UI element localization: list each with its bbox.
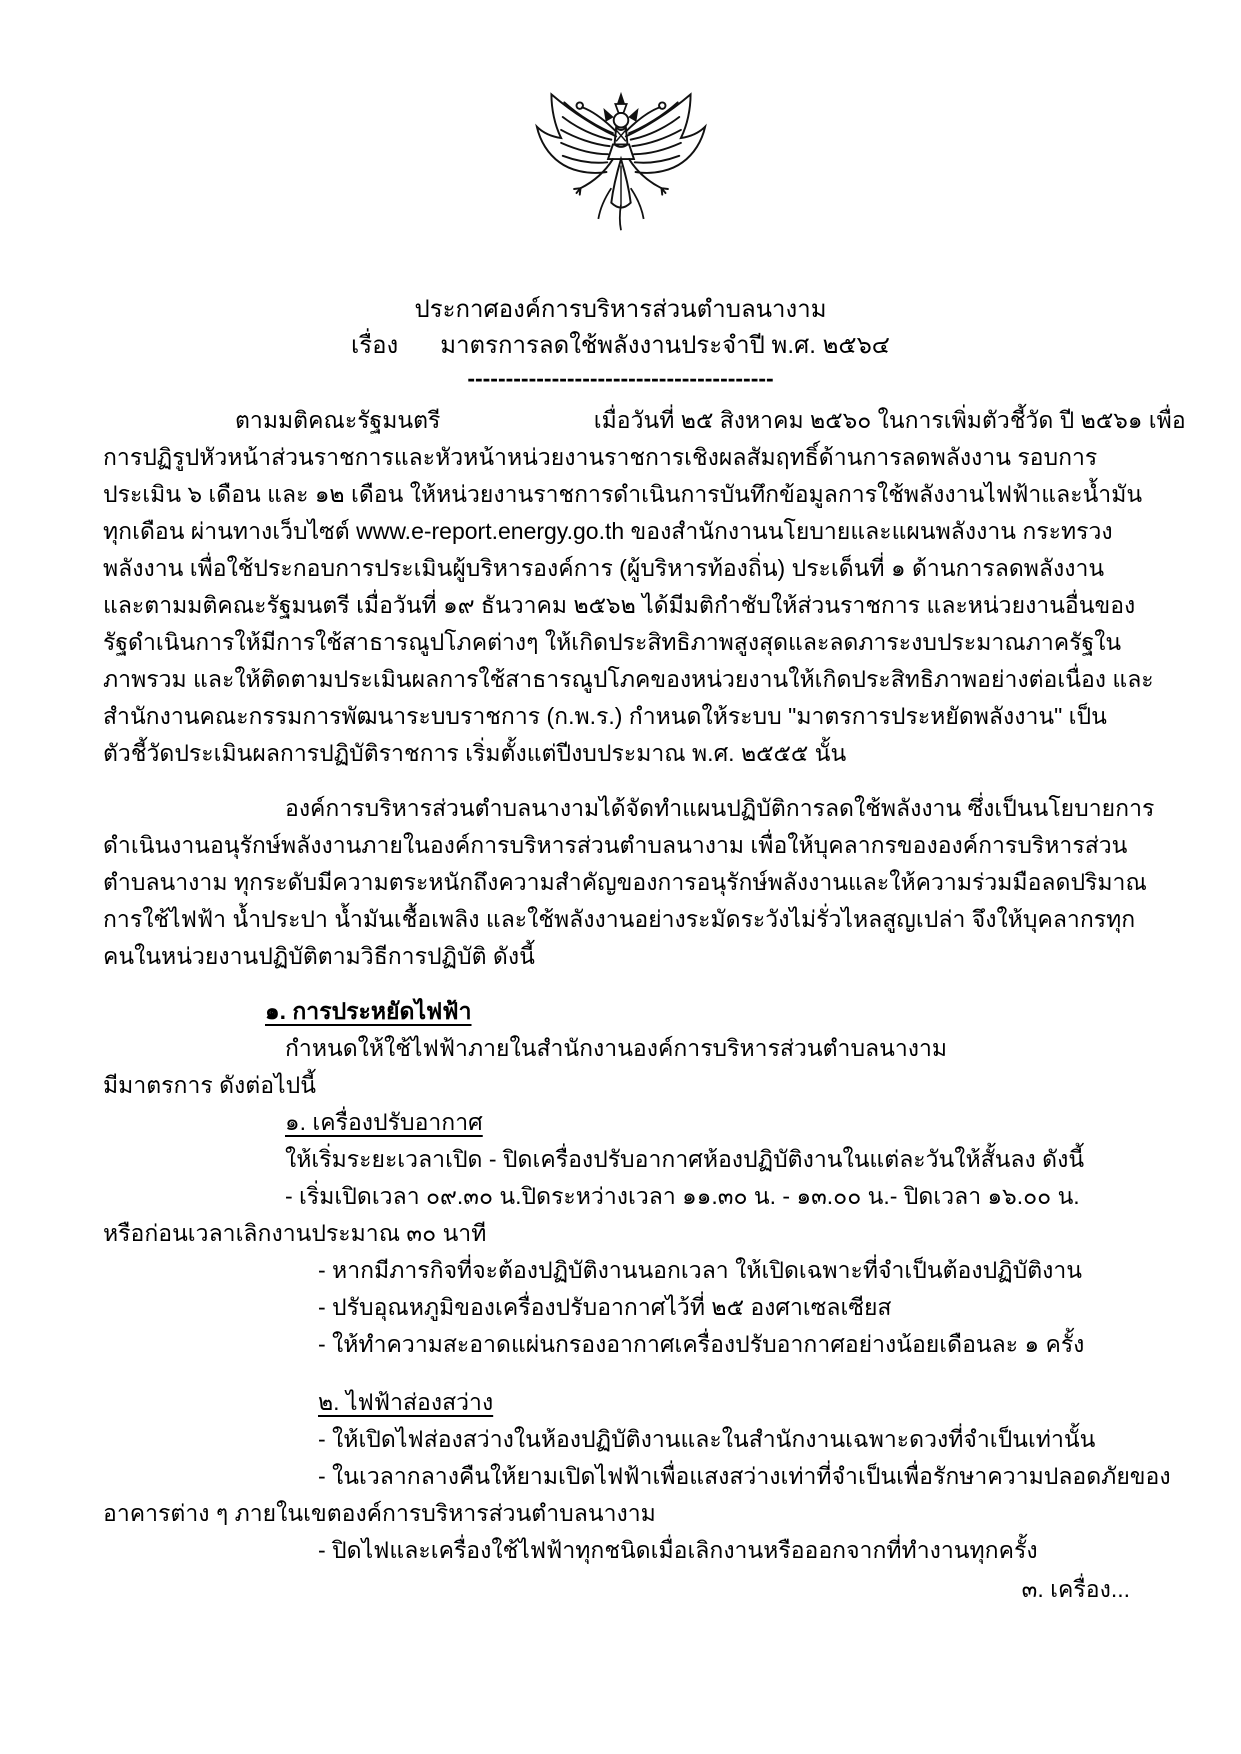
continuation-marker: ๓. เครื่อง... xyxy=(1021,1576,1130,1602)
document-line: - ในเวลากลางคืนให้ยามเปิดไฟฟ้าเพื่อแสงสว่างเท่าที่จำเป็นเพื่อรักษาความปลอดภัยของ xyxy=(318,1463,1171,1489)
document-line: - เริ่มเปิดเวลา ๐๙.๓๐ น.ปิดระหว่างเวลา ๑๑.๓๐ น. - ๑๓.๐๐ น.- ปิดเวลา ๑๖.๐๐ น. xyxy=(285,1183,1080,1209)
document-line: พลังงาน เพื่อใช้ประกอบการประเมินผู้บริหารองค์การ (ผู้บริหารท้องถิ่น) ประเด็นที่ ๑ ด้านการลดพลังงาน xyxy=(103,555,1105,581)
divider-dashes: ---------------------------------------- xyxy=(467,365,774,391)
page-title: ประกาศองค์การบริหารส่วนตำบลนางาม xyxy=(414,296,827,323)
document-line: - ให้เปิดไฟส่องสว่างในห้องปฏิบัติงานและในสำนักงานเฉพาะดวงที่จำเป็นเท่านั้น xyxy=(318,1426,1096,1452)
document-line: หรือก่อนเวลาเลิกงานประมาณ ๓๐ นาที xyxy=(103,1220,487,1246)
document-line: ตัวชี้วัดประเมินผลการปฏิบัติราชการ เริ่มตั้งแต่ปีงบประมาณ พ.ศ. ๒๕๕๕ นั้น xyxy=(103,740,847,766)
section-heading: ๑. การประหยัดไฟฟ้า xyxy=(265,998,472,1024)
document-line: คนในหน่วยงานปฏิบัติตามวิธีการปฏิบัติ ดังนี้ xyxy=(103,943,535,969)
document-line: รัฐดำเนินการให้มีการใช้สาธารณูปโภคต่างๆ ให้เกิดประสิทธิภาพสูงสุดและลดภาระงบประมาณภาครัฐใน xyxy=(103,629,1122,655)
document-line: - ปิดไฟและเครื่องใช้ไฟฟ้าทุกชนิดเมื่อเลิกงานหรือออกจากที่ทำงานทุกครั้ง xyxy=(318,1537,1038,1563)
document-line: ภาพรวม และให้ติดตามประเมินผลการใช้สาธารณูปโภคของหน่วยงานให้เกิดประสิทธิภาพอย่างต่อเนื่อง และ xyxy=(103,666,1154,692)
document-line: - ปรับอุณหภูมิของเครื่องปรับอากาศไว้ที่ ๒๕ องศาเซลเซียส xyxy=(318,1294,892,1320)
document-line: ประเมิน ๖ เดือน และ ๑๒ เดือน ให้หน่วยงานราชการดำเนินการบันทึกข้อมูลการใช้พลังงานไฟฟ้าและน้ำมัน xyxy=(103,481,1143,507)
paragraph-1 xyxy=(103,402,1186,772)
paragraph-2 xyxy=(103,790,1155,975)
document-line: กำหนดให้ใช้ไฟฟ้าภายในสำนักงานองค์การบริหารส่วนตำบลนางาม xyxy=(285,1035,948,1061)
document-line: อาคารต่าง ๆ ภายในเขตองค์การบริหารส่วนตำบลนางาม xyxy=(103,1500,656,1526)
document-line: การใช้ไฟฟ้า น้ำประปา น้ำมันเชื้อเพลิง และใช้พลังงานอย่างระมัดระวังไม่รั่วไหลสูญเปล่า จึงให้บุคลากรทุก xyxy=(103,906,1136,932)
document-line: - หากมีภารกิจที่จะต้องปฏิบัติงานนอกเวลา ให้เปิดเฉพาะที่จำเป็นต้องปฏิบัติงาน xyxy=(318,1257,1083,1283)
subject-text: มาตรการลดใช้พลังงานประจำปี พ.ศ. ๒๕๖๔ xyxy=(440,332,890,359)
subject-label: เรื่อง xyxy=(351,332,399,359)
document-line: มีมาตรการ ดังต่อไปนี้ xyxy=(103,1072,316,1098)
title-block xyxy=(103,292,1138,364)
subsection-heading-aircon: ๑. เครื่องปรับอากาศ xyxy=(285,1109,483,1135)
document-line: สำนักงานคณะกรรมการพัฒนาระบบราชการ (ก.พ.ร.) กำหนดให้ระบบ "มาตรการประหยัดพลังงาน" เป็น xyxy=(103,703,1107,729)
document-line: องค์การบริหารส่วนตำบลนางามได้จัดทำแผนปฏิบัติการลดใช้พลังงาน ซึ่งเป็นนโยบายการ xyxy=(285,795,1155,821)
document-line: ดำเนินงานอนุรักษ์พลังงานภายในองค์การบริหารส่วนตำบลนางาม เพื่อให้บุคลากรขององค์การบริหารส่วน xyxy=(103,832,1128,858)
document-line: - ให้ทำความสะอาดแผ่นกรองอากาศเครื่องปรับอากาศอย่างน้อยเดือนละ ๑ ครั้ง xyxy=(318,1331,1085,1357)
subject-line xyxy=(103,328,1138,364)
document-line: การปฏิรูปหัวหน้าส่วนราชการและหัวหน้าหน่วยงานราชการเชิงผลสัมฤทธิ์ด้านการลดพลังงาน รอบการ xyxy=(103,444,1098,470)
emblem-container xyxy=(103,88,1138,256)
garuda-emblem xyxy=(532,91,710,253)
document-line: ตำบลนางาม ทุกระดับมีความตระหนักถึงความสำคัญของการอนุรักษ์พลังงานและให้ความร่วมมือลดปริมาณ xyxy=(103,869,1147,895)
document-line: ให้เริ่มระยะเวลาเปิด - ปิดเครื่องปรับอากาศห้องปฏิบัติงานในแต่ละวันให้สั้นลง ดังนี้ xyxy=(285,1146,1085,1172)
document-line: และตามมติคณะรัฐมนตรี เมื่อวันที่ ๑๙ ธันวาคม ๒๕๖๒ ได้มีมติกำชับให้ส่วนราชการ และหน่วยงานอื่นของ xyxy=(103,592,1136,618)
document-line: ตามมติคณะรัฐมนตรี เมื่อวันที่ ๒๕ สิงหาคม ๒๕๖๐ ในการเพิ่มตัวชี้วัด ปี ๒๕๖๑ เพื่อ xyxy=(235,407,1186,433)
section-electricity xyxy=(103,993,1171,1569)
subsection-heading-lighting: ๒. ไฟฟ้าส่องสว่าง xyxy=(318,1389,494,1415)
document-line: ทุกเดือน ผ่านทางเว็บไซต์ www.e-report.energy.go.th ของสำนักงานนโยบายและแผนพลังงาน กระทรวง xyxy=(103,518,1113,544)
